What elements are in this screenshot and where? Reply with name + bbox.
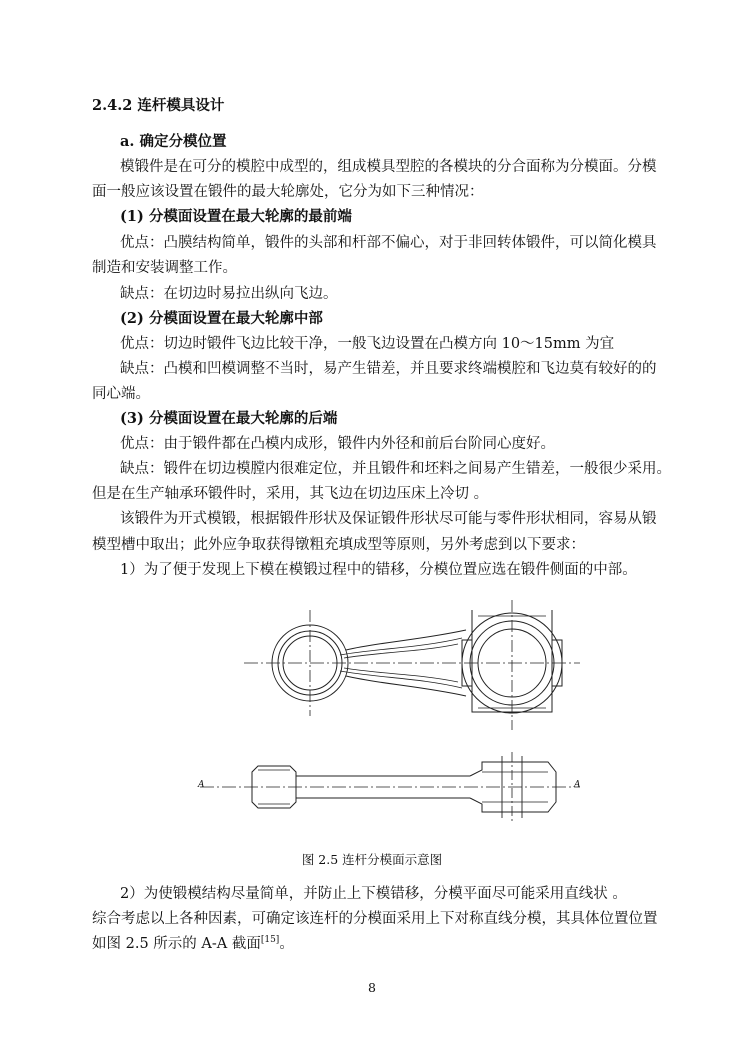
paragraph-line: 1）为了便于发现上下模在模锻过程中的错移，分模位置应选在锻件侧面的中部。 (120, 562, 637, 578)
shank-rib (344, 644, 458, 658)
subsection-title: a. 确定分模位置 (120, 133, 227, 150)
section-label-right: A (574, 780, 581, 790)
section-title: 2.4.2 连杆模具设计 (92, 97, 225, 114)
shank-rib (344, 668, 458, 682)
paragraph-line: 该锻件为开式模锻，根据锻件形状及保证锻件形状尽可能与零件形状相同，容易从锻 (120, 511, 657, 527)
paragraph-line: 制造和安装调整工作。 (92, 260, 237, 276)
paragraph-line: 同心端。 (92, 386, 150, 402)
paragraph-line: 缺点：在切边时易拉出纵向飞边。 (120, 286, 338, 302)
paragraph-line: 综合考虑以上各种因素，可确定该连杆的分模面采用上下对称直线分模，其具体位置位置 (92, 911, 658, 927)
paragraph-line: 缺点：锻件在切边模膛内很难定位，并且锻件和坯料之间易产生错差，一般很少采用。 (120, 461, 671, 477)
case-heading: (2) 分模面设置在最大轮廓中部 (120, 310, 323, 327)
paragraph-line: 2）为使锻模结构尽量简单，并防止上下模错移，分模平面尽可能采用直线状 。 (120, 886, 627, 902)
conclusion-text: 如图 2.5 所示的 A-A 截面 (92, 936, 261, 952)
paragraph-line: 缺点：凸模和凹模调整不当时，易产生错差，并且要求终端模腔和飞边莫有较好的的 (120, 361, 657, 377)
paragraph-line: 优点：凸膜结构简单，锻件的头部和杆部不偏心，对于非回转体锻件，可以简化模具 (120, 235, 657, 251)
case-heading: (1) 分模面设置在最大轮廓的最前端 (120, 208, 352, 225)
section-label-left: A (198, 780, 205, 790)
paragraph-line: 但是在生产轴承环锻件时，采用，其飞边在切边压床上冷切 。 (92, 486, 489, 502)
case-heading: (3) 分模面设置在最大轮廓的后端 (120, 410, 338, 427)
paragraph-line: 面一般应该设置在锻件的最大轮廓处，它分为如下三种情况： (92, 184, 484, 200)
paragraph-line: 优点：由于锻件都在凸模内成形，锻件内外径和前后台阶同心度好。 (120, 436, 555, 452)
figure-caption: 图 2.5 连杆分模面示意图 (301, 852, 443, 867)
conclusion-end: 。 (279, 936, 294, 952)
page-number: 8 (368, 980, 376, 995)
paragraph-line: 优点：切边时锻件飞边比较干净，一般飞边设置在凸模方向 10～15mm 为宜 (120, 336, 615, 352)
paragraph-line: 模型槽中取出；此外应争取获得镦粗充填成型等原则，另外考虑到以下要求： (92, 537, 585, 553)
citation-ref[interactable]: [15] (260, 935, 280, 946)
paragraph-line: 模锻件是在可分的模腔中成型的，组成模具型腔的各模块的分合面称为分模面。分模 (120, 159, 657, 175)
paragraph-line (92, 934, 672, 954)
